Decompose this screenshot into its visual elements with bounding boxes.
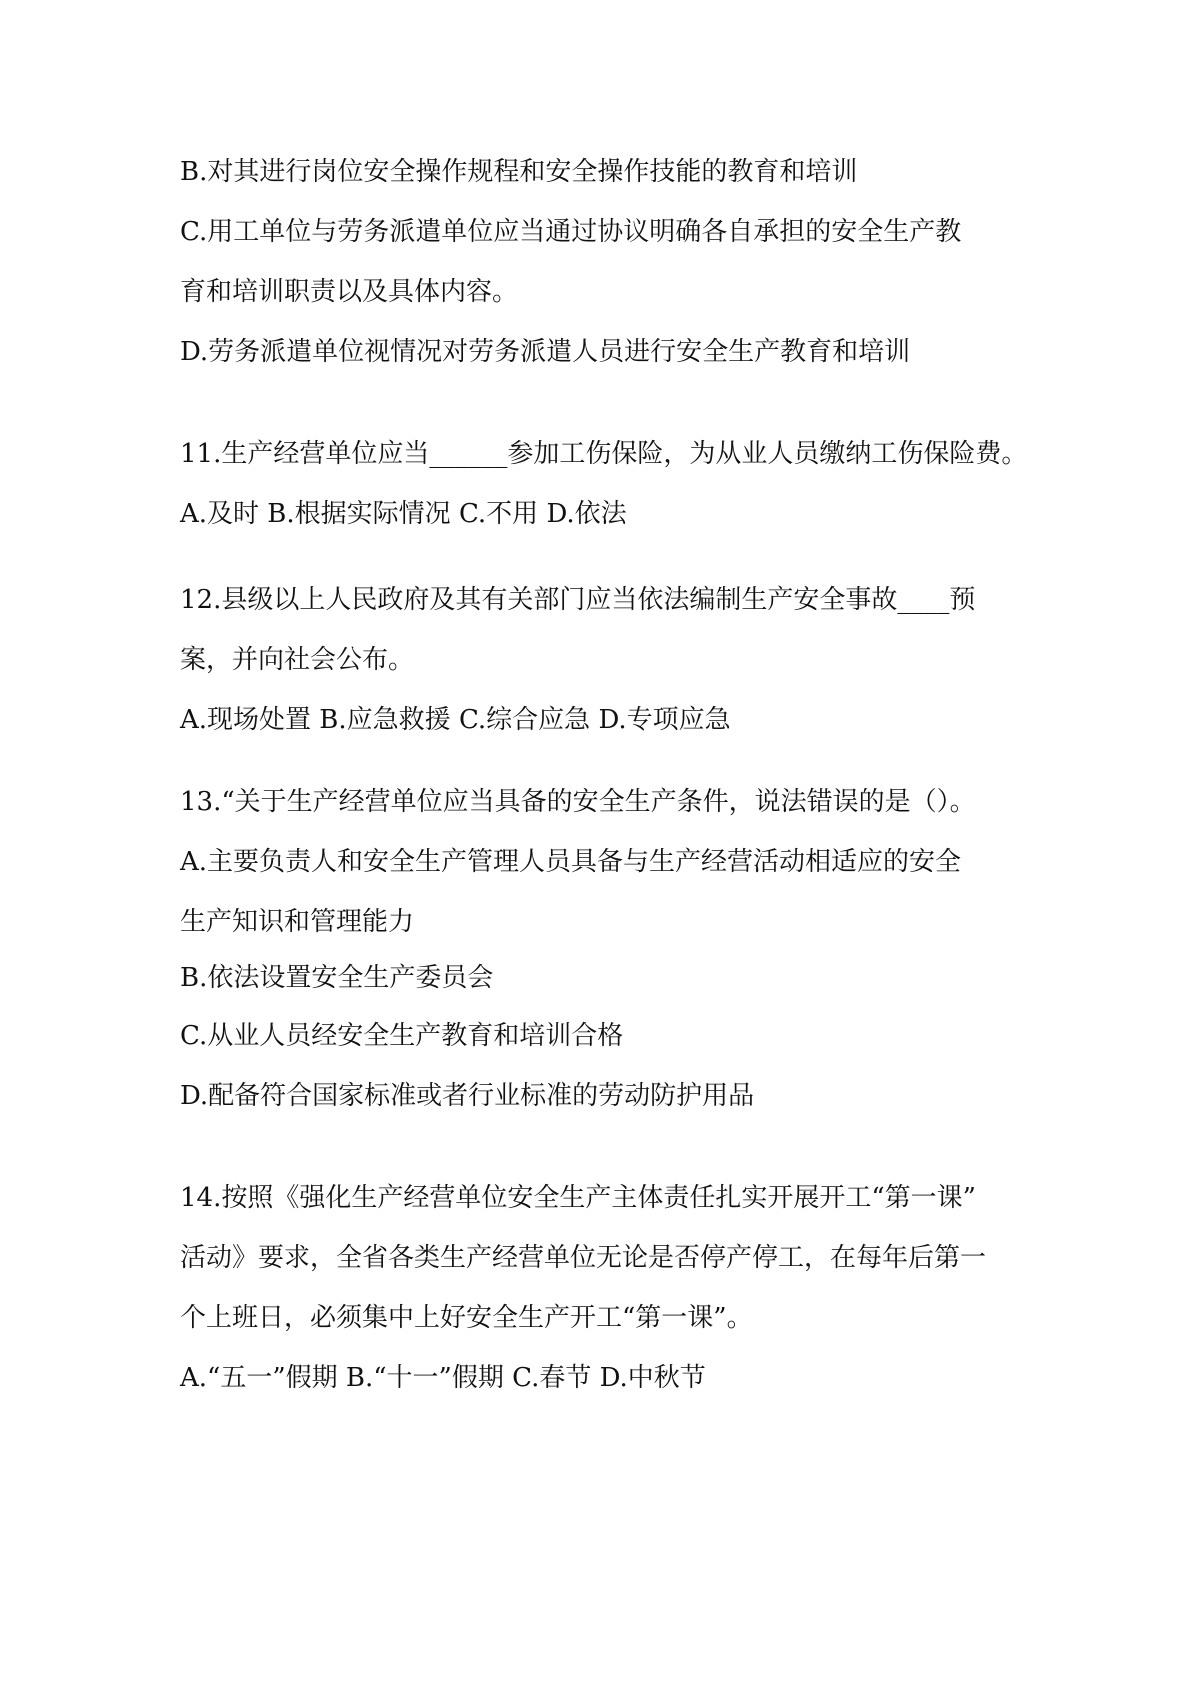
- q13-option-a-cont: 生产知识和管理能力: [180, 907, 415, 937]
- q13-stem: 13.“关于生产经营单位应当具备的安全生产条件，说法错误的是（）。: [180, 787, 976, 817]
- q10-option-d: D.劳务派遣单位视情况对劳务派遣人员进行安全生产教育和培训: [180, 337, 911, 367]
- q14-options: A.“五一”假期 B.“十一”假期 C.春节 D.中秋节: [180, 1363, 706, 1393]
- q11-options: A.及时 B.根据实际情况 C.不用 D.依法: [180, 499, 627, 529]
- q13-option-b: B.依法设置安全生产委员会: [180, 963, 494, 993]
- q12-stem: 12.县级以上人民政府及其有关部门应当依法编制生产安全事故____预: [180, 585, 976, 615]
- q14-stem: 14.按照《强化生产经营单位安全生产主体责任扎实开展开工“第一课”: [180, 1183, 976, 1213]
- q10-option-b: B.对其进行岗位安全操作规程和安全操作技能的教育和培训: [180, 157, 858, 187]
- q12-stem-cont: 案，并向社会公布。: [180, 645, 415, 675]
- q12-options: A.现场处置 B.应急救援 C.综合应急 D.专项应急: [180, 705, 731, 735]
- q13-option-a: A.主要负责人和安全生产管理人员具备与生产经营活动相适应的安全: [180, 847, 962, 877]
- q13-option-c: C.从业人员经安全生产教育和培训合格: [180, 1021, 624, 1051]
- q13-option-d: D.配备符合国家标准或者行业标准的劳动防护用品: [180, 1081, 755, 1111]
- q10-option-c: C.用工单位与劳务派遣单位应当通过协议明确各自承担的安全生产教: [180, 217, 962, 247]
- q11-stem: 11.生产经营单位应当______参加工伤保险，为从业人员缴纳工伤保险费。: [180, 439, 1028, 469]
- q14-stem-cont-1: 活动》要求，全省各类生产经营单位无论是否停产停工，在每年后第一: [180, 1243, 987, 1273]
- q10-option-c-cont: 育和培训职责以及具体内容。: [180, 277, 519, 307]
- q14-stem-cont-2: 个上班日，必须集中上好安全生产开工“第一课”。: [180, 1303, 753, 1333]
